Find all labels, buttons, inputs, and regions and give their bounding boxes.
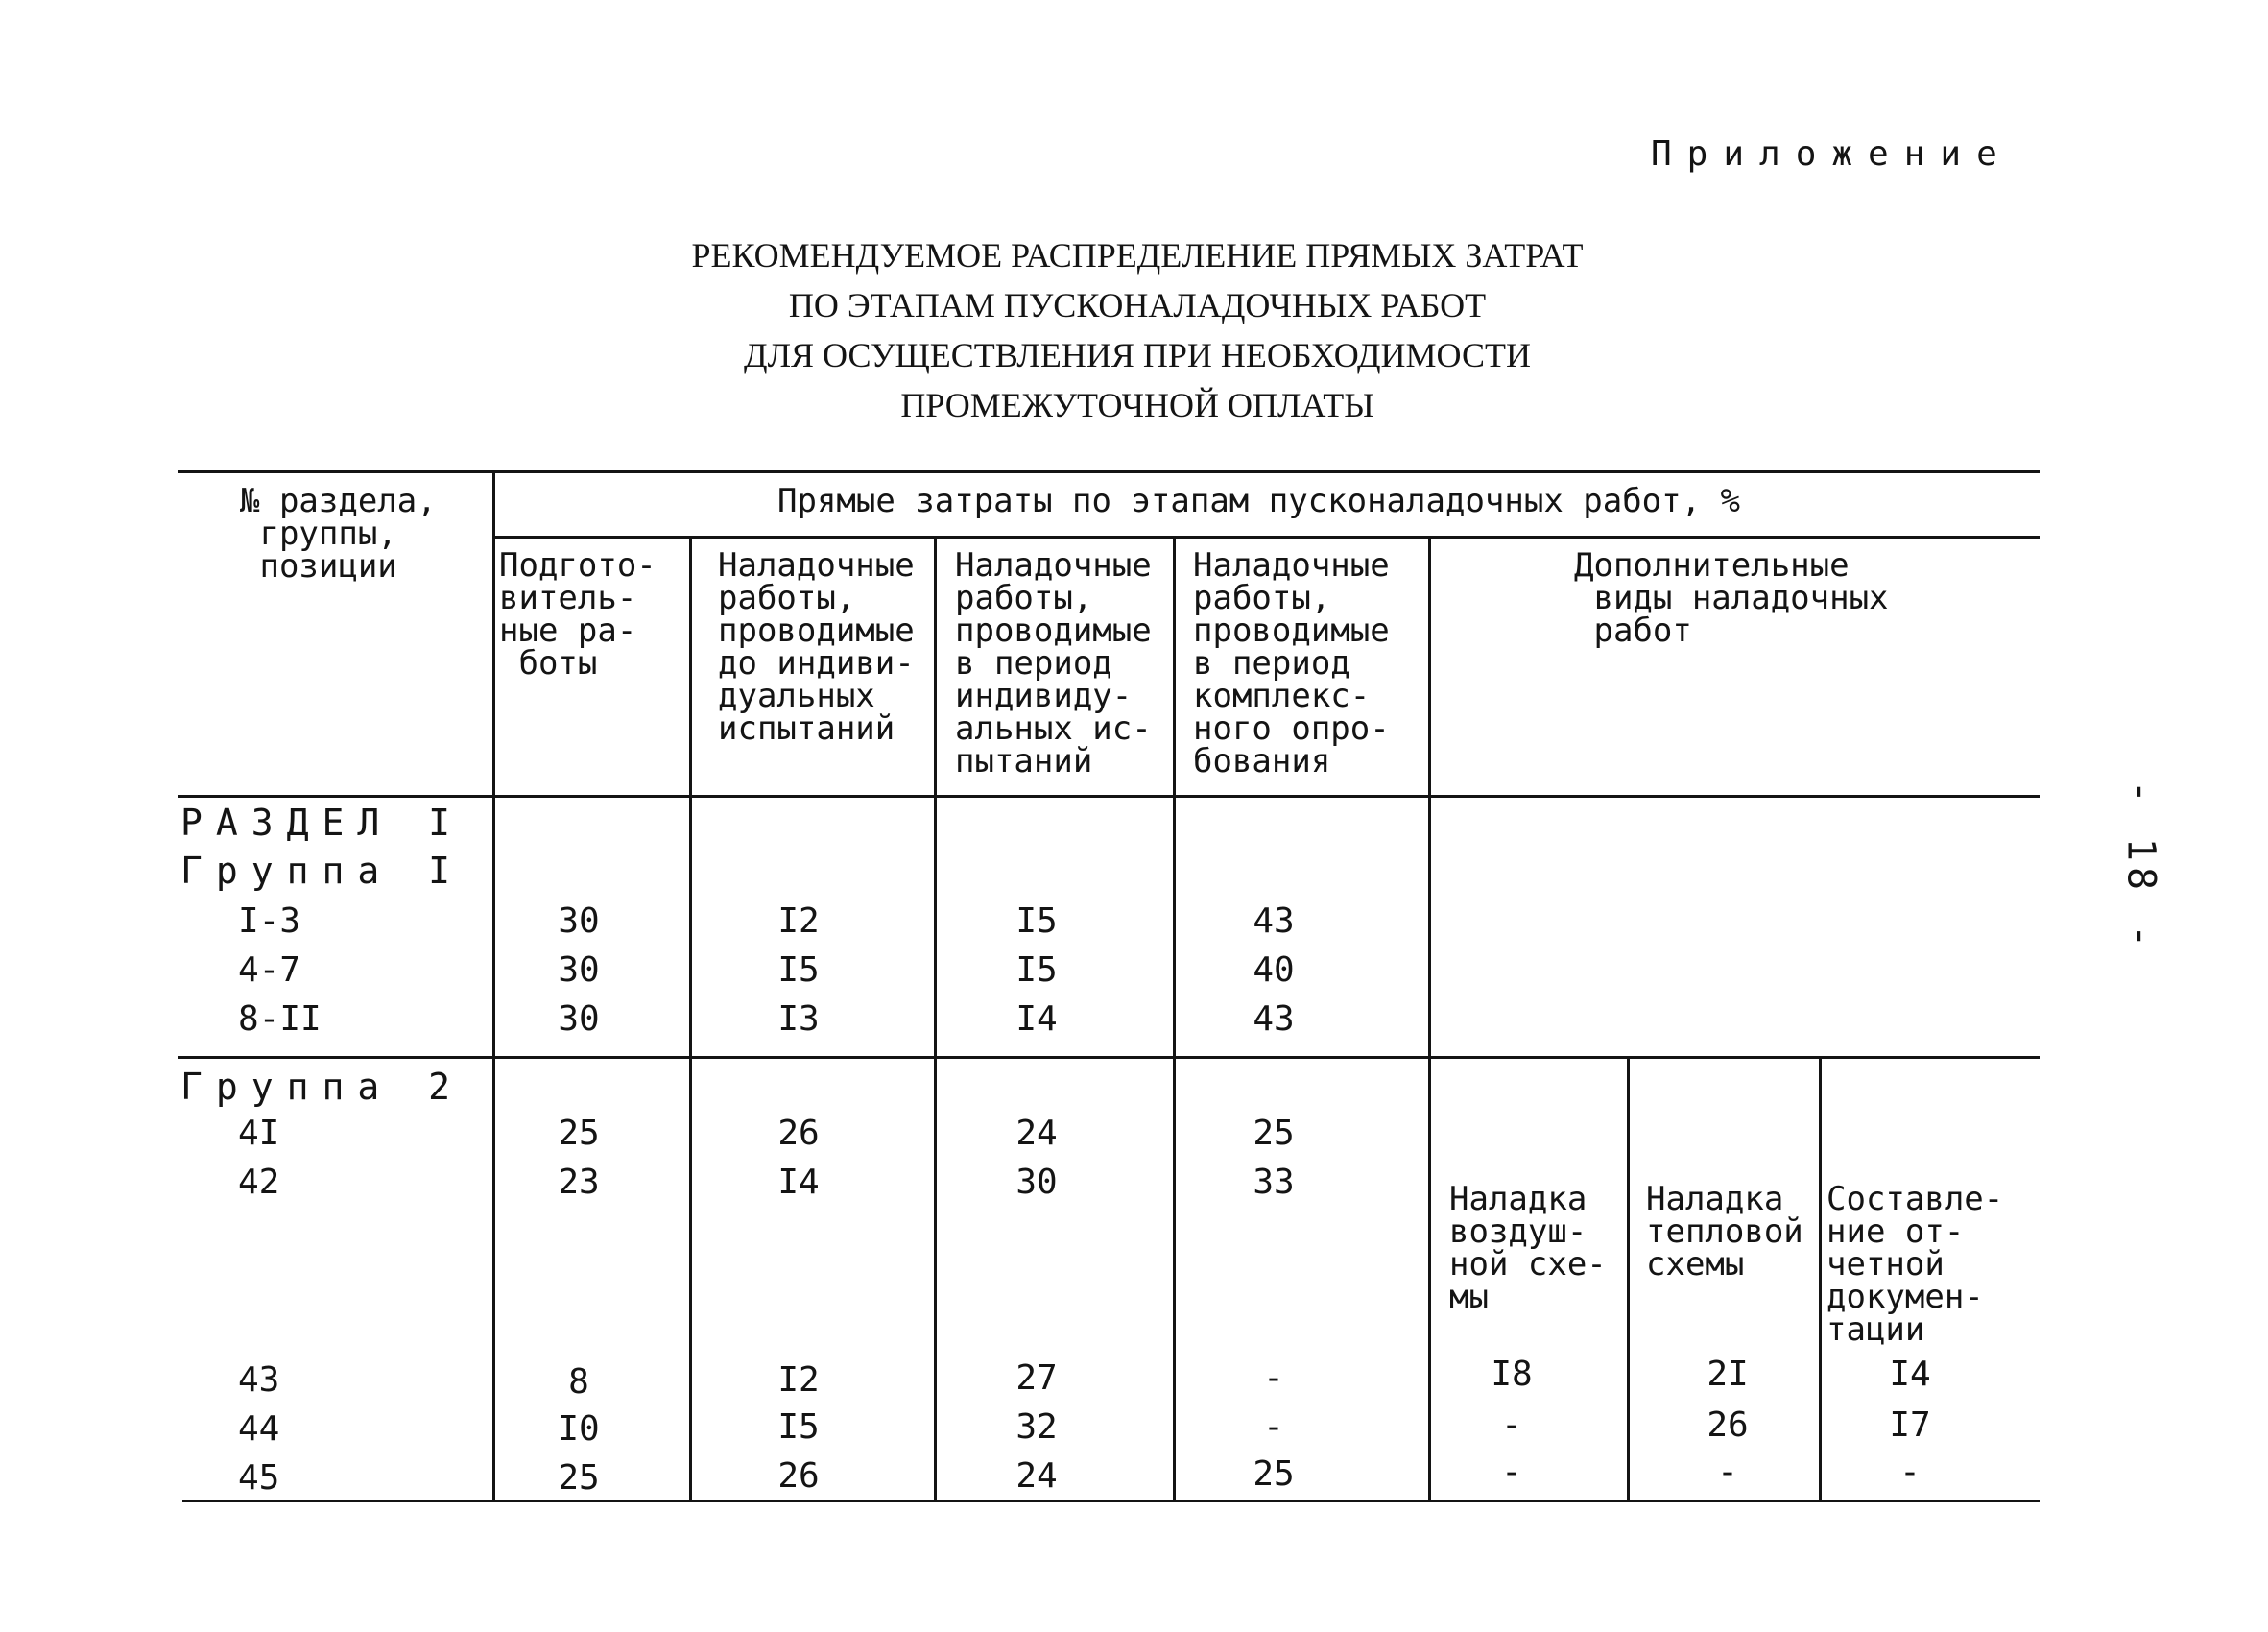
value-cell: I4: [1889, 1355, 1931, 1394]
group-label: Группа 2: [180, 1066, 465, 1108]
document-title: [576, 230, 1699, 430]
title-line: РЕКОМЕНДУЕМОЕ РАСПРЕДЕЛЕНИЕ ПРЯМЫХ ЗАТРАТ: [691, 236, 1584, 275]
value-cell: 30: [558, 999, 600, 1039]
value-cell: I3: [777, 999, 820, 1039]
value-cell: I8: [1491, 1355, 1533, 1394]
position-cell: 43: [238, 1360, 280, 1400]
table-rule: [178, 795, 2040, 798]
value-cell: 8: [568, 1362, 589, 1402]
col-header: Наладочные работы, проводимые до индиви- дуальных испытаний: [718, 546, 915, 748]
table-rule: [1627, 1056, 1630, 1500]
table-rule: [178, 1056, 2040, 1059]
group-label: Группа I: [180, 850, 465, 892]
value-cell: I5: [1015, 901, 1058, 941]
sub-header: Наладка воздуш- ной схе- мы: [1449, 1180, 1607, 1316]
position-cell: 4I: [238, 1114, 280, 1153]
value-cell: I2: [777, 1360, 820, 1400]
value-cell: 30: [558, 901, 600, 941]
page-number: - 18 -: [2118, 780, 2163, 954]
col-header: Подгото- витель- ные ра- боты: [499, 546, 657, 683]
table-rule: [492, 470, 495, 1500]
appendix-label: Приложение: [1651, 134, 2013, 174]
value-cell: I7: [1889, 1405, 1931, 1445]
position-cell: 8-II: [238, 999, 322, 1039]
value-cell: I0: [558, 1409, 600, 1449]
value-cell: 26: [1707, 1405, 1749, 1445]
value-cell: I5: [777, 950, 820, 990]
position-cell: I-3: [238, 901, 301, 941]
value-cell: 32: [1015, 1407, 1058, 1447]
value-cell: -: [1263, 1407, 1284, 1447]
value-cell: 25: [1253, 1114, 1295, 1153]
value-cell: 2I: [1707, 1355, 1749, 1394]
position-cell: 42: [238, 1163, 280, 1202]
col-header: Наладочные работы, проводимые в период индивиду- альных ис- пытаний: [955, 546, 1152, 780]
table-rule: [1173, 536, 1176, 1500]
title-line: ДЛЯ ОСУЩЕСТВЛЕНИЯ ПРИ НЕОБХОДИМОСТИ: [744, 336, 1531, 374]
sub-header: Составле- ние от- четной докумен- тации: [1826, 1180, 2004, 1349]
row-header: № раздела, группы, позиции: [240, 482, 437, 586]
value-cell: I4: [1015, 999, 1058, 1039]
col-header: Дополнительные виды наладочных работ: [1574, 546, 1889, 650]
value-cell: -: [1501, 1405, 1522, 1445]
value-cell: -: [1899, 1452, 1921, 1492]
table-rule: [494, 536, 2040, 539]
value-cell: 23: [558, 1163, 600, 1202]
value-cell: 40: [1253, 950, 1295, 990]
value-cell: 25: [1253, 1454, 1295, 1494]
value-cell: I5: [1015, 950, 1058, 990]
value-cell: -: [1263, 1358, 1284, 1398]
position-cell: 45: [238, 1458, 280, 1498]
position-cell: 4-7: [238, 950, 301, 990]
table-rule: [182, 1500, 2040, 1502]
table-rule: [178, 470, 2040, 473]
table-rule: [1819, 1056, 1822, 1500]
title-line: ПО ЭТАПАМ ПУСКОНАЛАДОЧНЫХ РАБОТ: [788, 286, 1487, 324]
value-cell: I4: [777, 1163, 820, 1202]
value-cell: 24: [1015, 1114, 1058, 1153]
value-cell: -: [1501, 1452, 1522, 1492]
value-cell: 27: [1015, 1358, 1058, 1398]
value-cell: -: [1717, 1452, 1738, 1492]
value-cell: 43: [1253, 999, 1295, 1039]
value-cell: 43: [1253, 901, 1295, 941]
position-cell: 44: [238, 1409, 280, 1449]
value-cell: 25: [558, 1114, 600, 1153]
value-cell: 26: [777, 1114, 820, 1153]
section-label: РАЗДЕЛ I: [180, 802, 465, 844]
title-line: ПРОМЕЖУТОЧНОЙ ОПЛАТЫ: [900, 386, 1374, 424]
value-cell: 30: [1015, 1163, 1058, 1202]
table-rule: [934, 536, 937, 1500]
value-cell: I5: [777, 1407, 820, 1447]
value-cell: 33: [1253, 1163, 1295, 1202]
value-cell: 26: [777, 1456, 820, 1496]
table-rule: [1428, 536, 1431, 1500]
value-cell: I2: [777, 901, 820, 941]
value-cell: 25: [558, 1458, 600, 1498]
sub-header: Наладка тепловой схемы: [1646, 1180, 1803, 1284]
col-header: Наладочные работы, проводимые в период комплекс- ного опро- бования: [1193, 546, 1390, 780]
table-rule: [689, 536, 692, 1500]
value-cell: 24: [1015, 1456, 1058, 1496]
main-header: Прямые затраты по этапам пусконаладочных работ, %: [777, 482, 1741, 520]
value-cell: 30: [558, 950, 600, 990]
